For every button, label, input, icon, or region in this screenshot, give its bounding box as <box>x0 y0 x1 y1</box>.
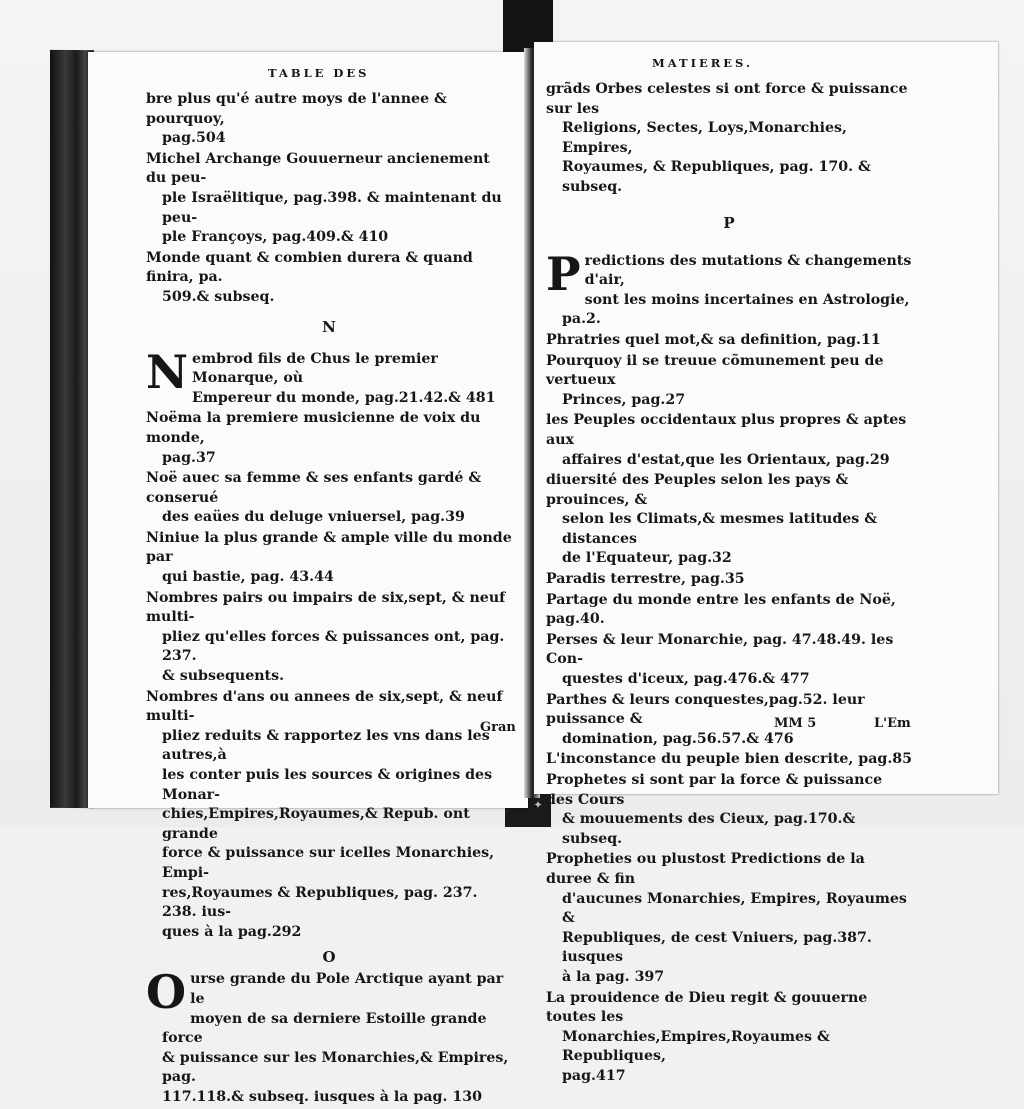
drop-cap: O <box>146 965 187 1020</box>
index-entry <box>146 249 512 308</box>
entry-line: Pourquoy il se treuue cõmunement peu de vertueux <box>546 352 884 389</box>
entry-line: 117.118.& subseq. iusques à la pag. 130 <box>162 1088 482 1105</box>
entry-line: & subsequents. <box>162 668 285 685</box>
index-entry <box>546 591 912 630</box>
entry-line: Nombres pairs ou impairs de six,sept, & neuf multi- <box>146 589 506 626</box>
entry-line: questes d'iceux, pag.476.& 477 <box>562 671 810 688</box>
entry-line: grãds Orbes celestes si ont force & puissance sur les <box>546 81 908 117</box>
entry-line: Noëma la premiere musicienne de voix du monde, <box>146 410 481 446</box>
entry-line: La prouidence de Dieu regit & gouuerne toutes les <box>546 989 868 1026</box>
entry-line: & mouuements des Cieux, pag.170.& subseq. <box>562 811 856 847</box>
index-entry <box>146 150 512 248</box>
signature-mark: MM 5 <box>774 716 817 731</box>
index-entry <box>146 409 512 468</box>
entry-line: moyen de sa derniere Estoille grande force <box>162 1010 487 1047</box>
entry-line: pliez qu'elles forces & puissances ont, pag. 237. <box>162 628 505 665</box>
entry-line: Paradis terrestre, pag.35 <box>546 571 745 588</box>
right-page-column <box>534 80 998 1088</box>
entry-line: Nembrod fils de Chus le premier Monarque, où <box>146 344 438 399</box>
entry-line: Ourse grande du Pole Arctique ayant par le <box>146 965 504 1020</box>
entry-line: Princes, pag.27 <box>562 391 686 408</box>
index-entry <box>146 469 512 528</box>
index-entry <box>546 691 912 750</box>
index-entry <box>546 411 912 470</box>
section-n-entries <box>146 344 512 943</box>
spine-mark-icon: ✦ <box>531 799 545 810</box>
entry-line: à la pag. 397 <box>562 968 665 985</box>
section-letter-p: P <box>723 213 735 232</box>
entry-line: domination, pag.56.57.& 476 <box>562 730 794 747</box>
right-page-header: MATIERES. <box>652 56 753 70</box>
entry-line: Monarchies,Empires,Royaumes & Republiques, <box>562 1028 830 1065</box>
right-catchword: L'Em <box>874 716 911 731</box>
entry-line: Predictions des mutations & changements d'air, <box>546 246 912 301</box>
index-entry <box>546 471 912 569</box>
index-entry <box>546 989 912 1087</box>
left-top-entries <box>146 90 512 308</box>
entry-line: Monde quant & combien durera & quand finira, pa. <box>146 249 473 286</box>
entry-line: les conter puis les sources & origines des Monar- <box>162 767 493 803</box>
section-p-entries <box>546 246 913 1087</box>
entry-line: 509.& subseq. <box>162 288 275 305</box>
index-entry <box>546 631 912 690</box>
entry-line: Propheties ou plustost Predictions de la duree & fin <box>546 851 865 887</box>
entry-line: d'aucunes Monarchies, Empires, Royaumes & <box>562 890 907 927</box>
entry-line: pag.417 <box>562 1067 626 1084</box>
index-entry <box>146 688 512 943</box>
entry-line: Perses & leur Monarchie, pag. 47.48.49. les Con- <box>546 631 894 668</box>
left-catchword: Gran <box>480 720 516 735</box>
left-page-column <box>88 90 528 1109</box>
entry-line: Royaumes, & Republiques, pag. 170. & subseq. <box>562 159 871 195</box>
section-letter-n: N <box>322 317 336 336</box>
entry-line: diuersité des Peuples selon les pays & prouinces, & <box>546 472 849 508</box>
index-entry <box>546 352 912 411</box>
entry-line: de l'Equateur, pag.32 <box>562 550 732 567</box>
entry-line: affaires d'estat,que les Orientaux, pag.29 <box>562 451 890 468</box>
index-entry <box>546 850 912 987</box>
entry-line: pliez reduits & rapportez les vns dans les autres,à <box>162 727 490 764</box>
index-entry <box>146 965 512 1107</box>
index-entry <box>146 589 512 687</box>
right-page <box>534 42 998 1084</box>
entry-line: Michel Archange Gouuerneur ancienement du peu- <box>146 150 490 187</box>
entry-line: Noë auec sa femme & ses enfants gardé & conserué <box>146 470 482 506</box>
entry-line: Empereur du monde, pag.21.42.& 481 <box>192 389 496 406</box>
drop-cap: P <box>546 246 581 301</box>
index-entry <box>546 80 912 198</box>
entry-line: ple Françoys, pag.409.& 410 <box>162 229 389 246</box>
entry-line: selon les Climats,& mesmes latitudes & distances <box>562 511 878 547</box>
left-page <box>88 52 528 1105</box>
index-entry <box>146 529 512 588</box>
index-entry <box>546 246 912 330</box>
entry-line: pag.504 <box>162 130 226 147</box>
entry-line: Religions, Sectes, Loys,Monarchies, Empires, <box>562 120 847 156</box>
index-entry <box>146 90 512 149</box>
index-entry <box>546 570 912 590</box>
entry-line: sont les moins incertaines en Astrologie, pa.2. <box>562 291 910 328</box>
entry-line: des eaües du deluge vniuersel, pag.39 <box>162 509 465 526</box>
entry-line: les Peuples occidentaux plus propres & aptes aux <box>546 412 907 448</box>
drop-cap: N <box>146 344 189 399</box>
section-o-entries <box>146 965 512 1107</box>
index-entry <box>546 750 912 770</box>
entry-line: bre plus qu'é autre moys de l'annee & pourquoy, <box>146 91 447 127</box>
entry-line: qui bastie, pag. 43.44 <box>162 569 334 586</box>
section-letter-o: O <box>322 948 336 967</box>
entry-line: & puissance sur les Monarchies,& Empires, pag. <box>162 1049 509 1086</box>
entry-line: res,Royaumes & Republiques, pag. 237. 238. ius- <box>162 884 478 921</box>
right-top-entries <box>546 80 912 198</box>
entry-line: pag.37 <box>162 449 216 466</box>
entry-line: Phratries quel mot,& sa definition, pag.11 <box>546 331 881 348</box>
entry-line: Republiques, de cest Vniuers, pag.387. iusques <box>562 929 872 966</box>
entry-line: Prophetes si sont par la force & puissance des Cours <box>546 772 883 808</box>
entry-line: chies,Empires,Royaumes,& Repub. ont grande <box>162 806 470 842</box>
entry-line: force & puissance sur icelles Monarchies, Empi- <box>162 845 495 881</box>
index-entry <box>546 771 912 849</box>
entry-line: Nombres d'ans ou annees de six,sept, & neuf multi- <box>146 688 503 725</box>
entry-line: ple Israëlitique, pag.398. & maintenant du peu- <box>162 189 502 226</box>
entry-line: L'inconstance du peuple bien descrite, pag.85 <box>546 751 913 768</box>
entry-line: Niniue la plus grande & ample ville du monde par <box>146 529 512 566</box>
left-page-header: TABLE DES <box>268 66 370 80</box>
entry-line: ques à la pag.292 <box>162 923 302 940</box>
entry-line: Partage du monde entre les enfants de Noë, pag.40. <box>546 591 896 628</box>
index-entry <box>146 344 512 409</box>
index-entry <box>546 331 912 351</box>
entry-line: Parthes & leurs conquestes,pag.52. leur puissance & <box>546 691 865 728</box>
